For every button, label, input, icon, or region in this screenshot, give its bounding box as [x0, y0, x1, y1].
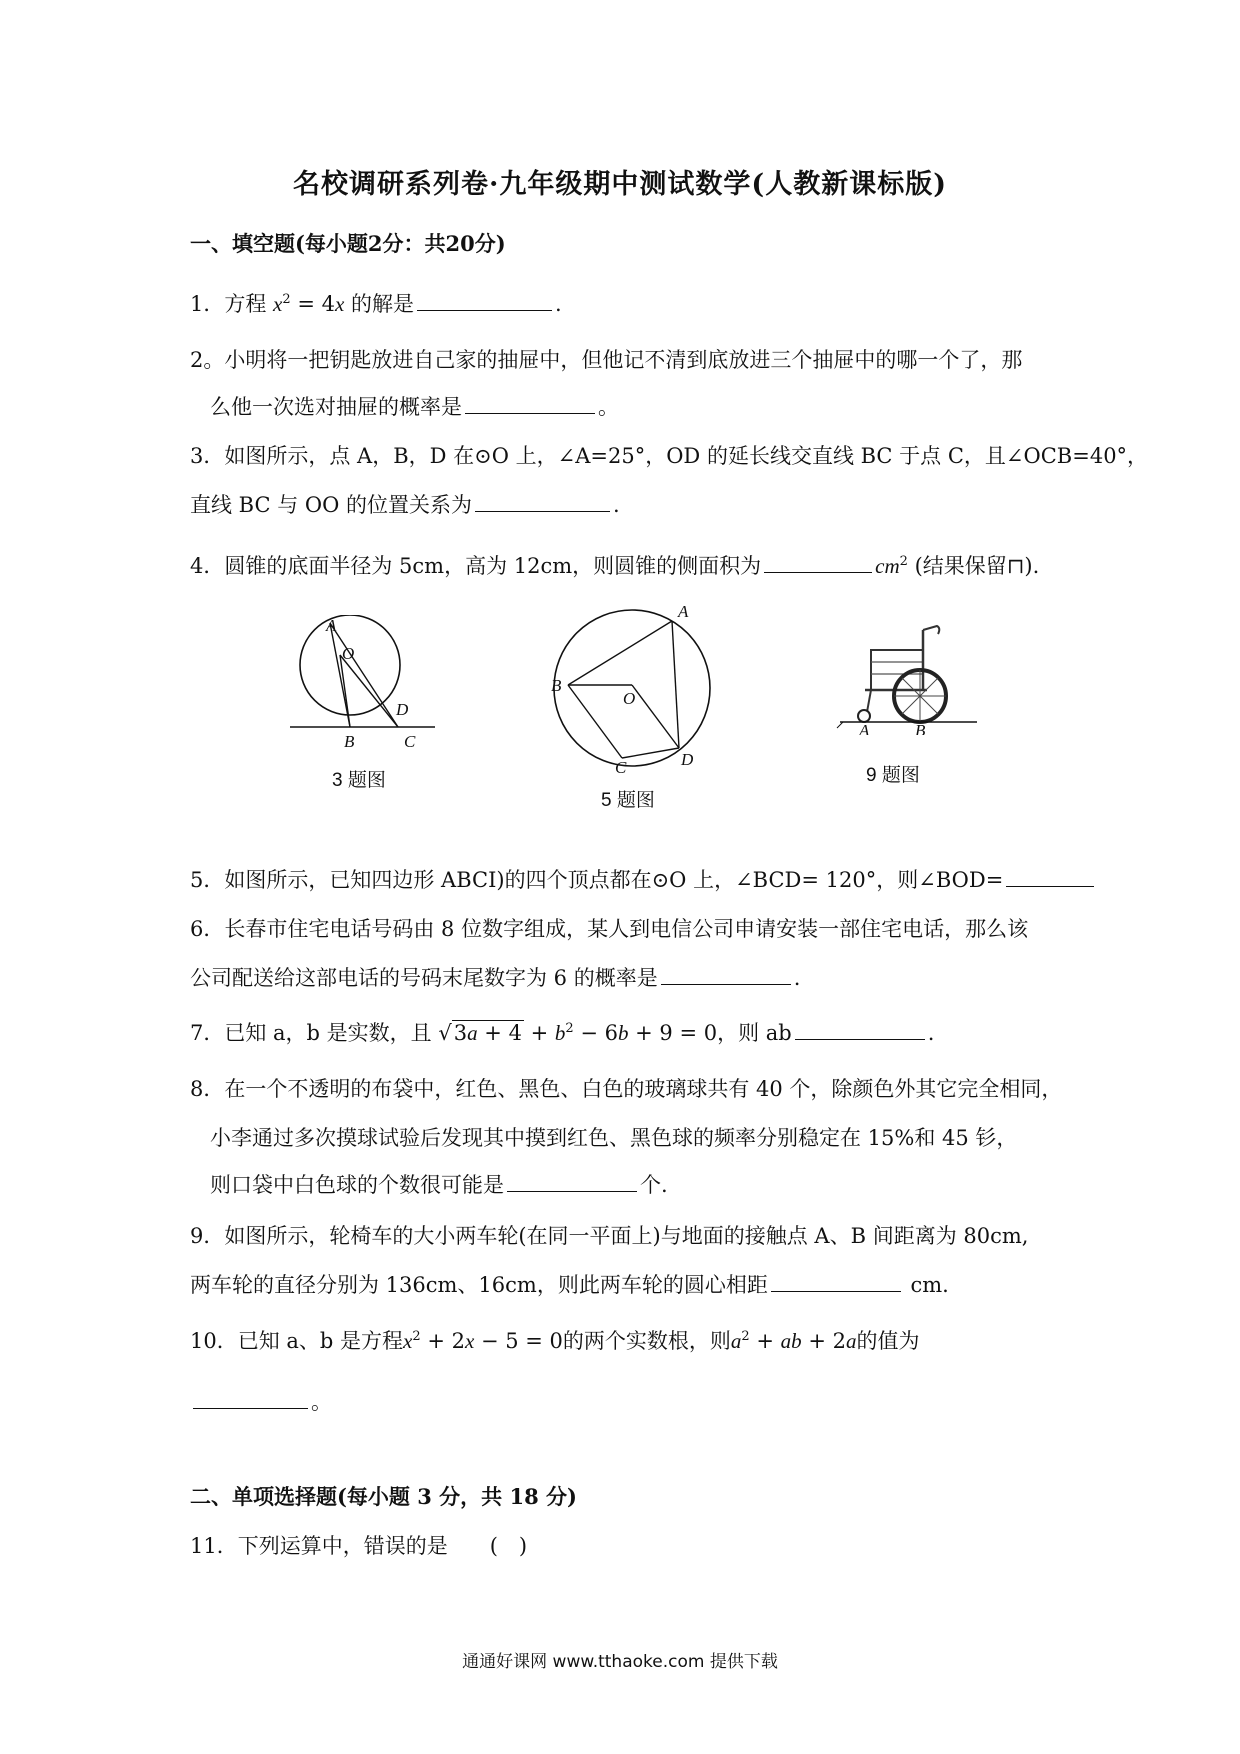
- question-8-line-3: 则口袋中白色球的个数很可能是 个.: [210, 1173, 668, 1197]
- answer-blank: [417, 290, 552, 311]
- page-title: 名校调研系列卷·九年级期中测试数学(人教新课标版): [293, 169, 947, 200]
- question-10-answer-line: 。: [190, 1386, 332, 1416]
- figure-5-label: C: [615, 758, 627, 773]
- answer-blank: [764, 552, 872, 573]
- question-9-line-1: 9．如图所示，轮椅车的大小两车轮(在同一平面上)与地面的接触点 A、B 间距离为 80cm,: [190, 1224, 1029, 1248]
- figure-9-wheelchair-diagram: [835, 620, 985, 735]
- question-6-line-2: 公司配送给这部电话的号码末尾数字为 6 的概率是 .: [190, 966, 801, 990]
- figure-5-label: D: [681, 750, 694, 769]
- question-3-line-2: 直线 BC 与 OO 的位置关系为 .: [190, 493, 620, 517]
- figure-5-label: B: [551, 676, 562, 695]
- figure-3-label: O: [342, 644, 355, 663]
- answer-blank: [193, 1388, 308, 1409]
- answer-blank: [795, 1019, 925, 1040]
- figure-9-label: B: [915, 721, 926, 735]
- question-5: 5．如图所示，已知四边形 ABCI)的四个顶点都在⊙O 上，∠BCD= 120°，则∠BOD=: [190, 864, 1097, 894]
- answer-blank: [1006, 866, 1094, 887]
- figure-3-label: B: [344, 732, 355, 751]
- question-11: 11．下列运算中，错误的是 ( ): [190, 1534, 528, 1558]
- question-7: 7．已知 a，b 是实数，且 $√3a + 4 + b^2 - 6b + 9 = 0$，则 ab .: [190, 1021, 935, 1045]
- question-1: 1．方程 $x^2 = 4x$ 的解是 .: [190, 292, 562, 316]
- question-9-line-2: 两车轮的直径分别为 136cm、16cm，则此两车轮的圆心相距 cm.: [190, 1273, 949, 1297]
- question-6-line-1: 6．长春市住宅电话号码由 8 位数字组成，某人到电信公司申请安装一部住宅电话，那么该: [190, 917, 1029, 941]
- section-heading-multiple-choice: 二、单项选择题(每小题 3 分，共 18 分): [190, 1484, 577, 1509]
- figure-5-circle-diagram: [545, 603, 720, 773]
- question-8-line-2: 小李通过多次摸球试验后发现其中摸到红色、黑色球的频率分别稳定在 15%和 45 钐，: [210, 1126, 1018, 1150]
- figure-3-circle-diagram: [290, 615, 440, 755]
- section-heading-fill-in: 一、填空题(每小题2分：共20分): [190, 231, 506, 256]
- question-3-line-1: 3．如图所示，点 A，B，D 在⊙O 上，∠A=25°，OD 的延长线交直线 BC 于点 C，且∠OCB=40°，: [190, 444, 1149, 468]
- figure-5-label: O: [623, 689, 636, 708]
- figure-3-label: A: [326, 616, 337, 635]
- figure-5-caption: 5 题图: [601, 790, 655, 811]
- figure-3-label: C: [404, 732, 416, 751]
- figure-9-caption: 9 题图: [866, 765, 920, 786]
- answer-blank: [507, 1171, 637, 1192]
- figure-3-label: D: [396, 700, 409, 719]
- footer-credit: 通通好课网 www.tthaoke.com 提供下载: [462, 1652, 778, 1672]
- figure-3-caption: 3 题图: [332, 770, 386, 791]
- figure-5-label: A: [678, 603, 689, 621]
- answer-blank: [465, 393, 595, 414]
- figure-9-label: A: [859, 721, 870, 735]
- question-2-line-2: 么他一次选对抽屉的概率是 。: [210, 395, 619, 419]
- answer-blank: [661, 964, 791, 985]
- question-8-line-1: 8．在一个不透明的布袋中，红色、黑色、白色的玻璃球共有 40 个，除颜色外其它完全相同，: [190, 1077, 1063, 1101]
- question-4: 4．圆锥的底面半径为 5cm，高为 12cm，则圆锥的侧面积为 $cm^2$ (结果保留⊓).: [190, 554, 1040, 578]
- question-2-line-1: 2。小明将一把钥匙放进自己家的抽屉中，但他记不清到底放进三个抽屉中的哪一个了，那: [190, 348, 1023, 372]
- answer-blank: [475, 491, 610, 512]
- question-10: 10．已知 a、b 是方程$x^2 + 2x - 5 = 0$的两个实数根，则$a^2$ + ab + 2a的值为: [190, 1329, 920, 1353]
- answer-blank: [771, 1271, 901, 1292]
